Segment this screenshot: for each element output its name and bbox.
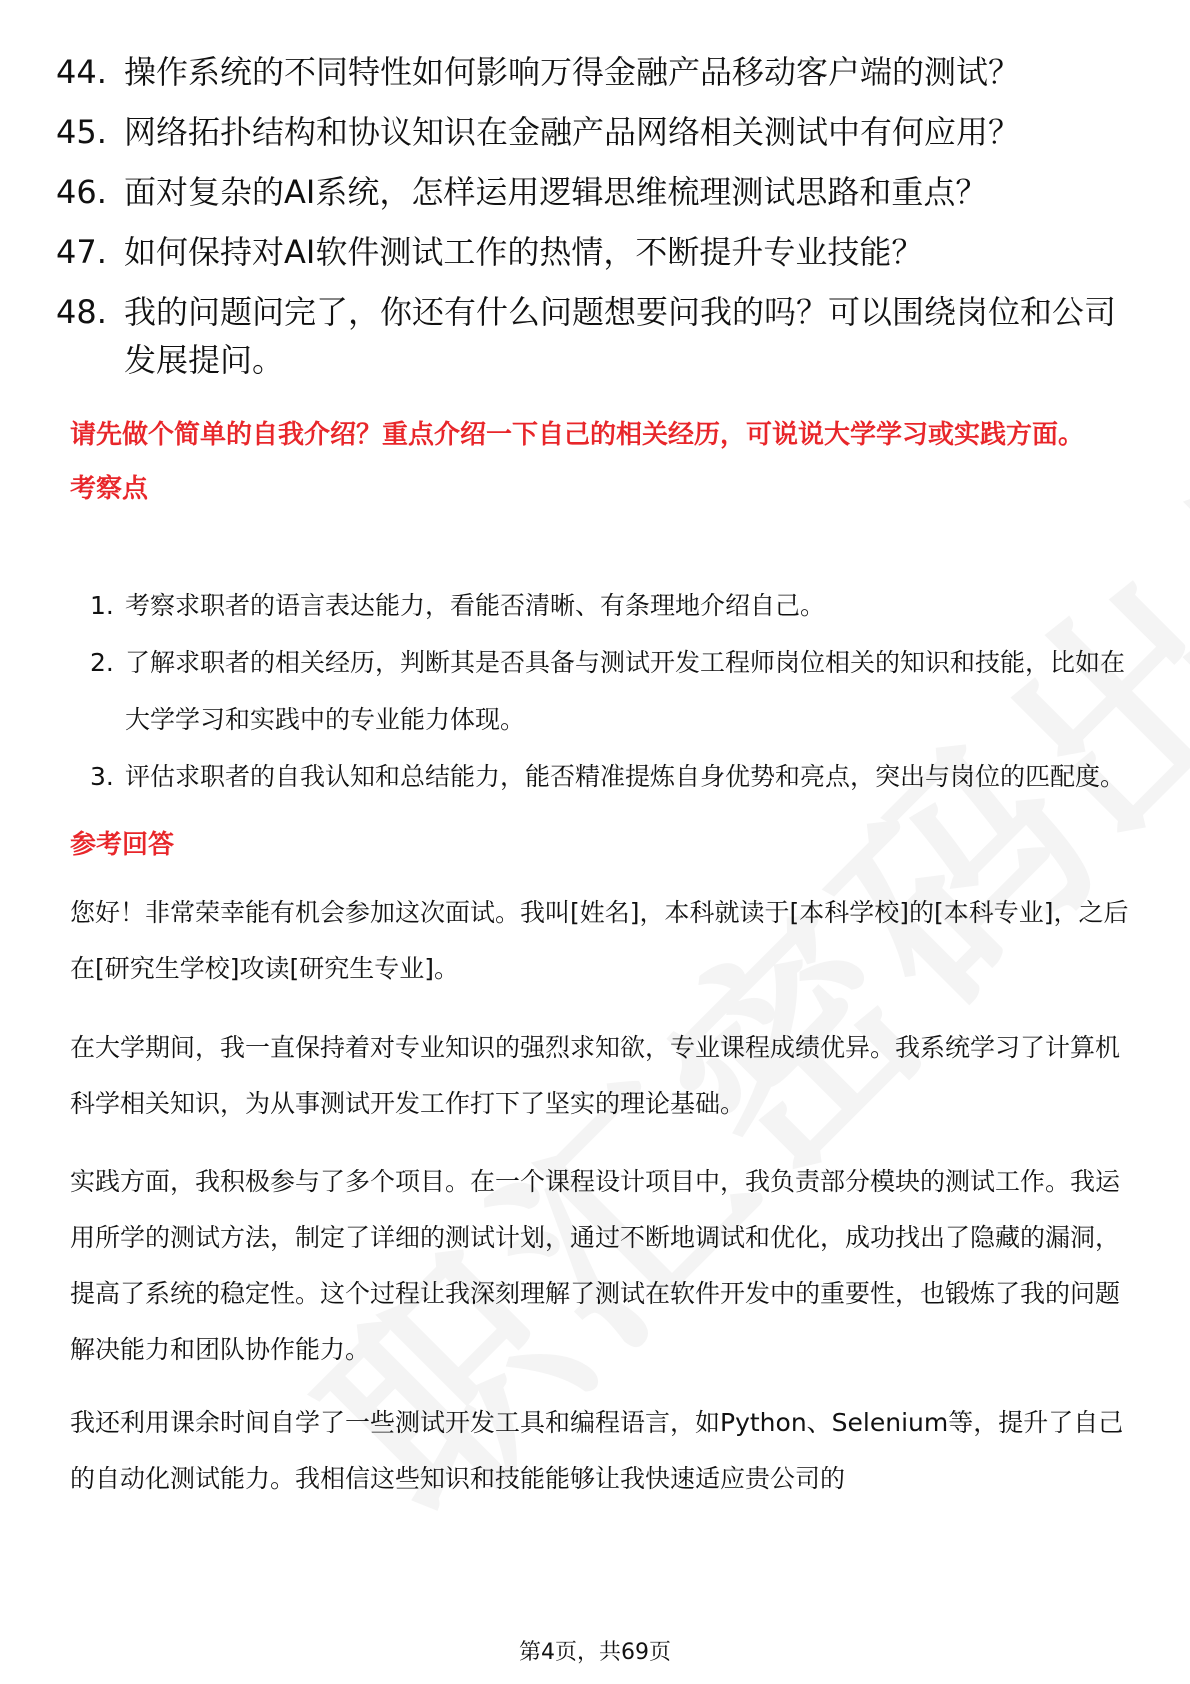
question-item xyxy=(56,228,1136,276)
question-text: 如何保持对AI软件测试工作的热情，不断提升专业技能？ xyxy=(124,233,924,271)
question-text: 网络拓扑结构和协议知识在金融产品网络相关测试中有何应用？ xyxy=(124,113,1021,151)
assessment-point xyxy=(90,634,1130,748)
page-footer: 第4页，共69页 xyxy=(519,1640,671,1665)
question-text: 面对复杂的AI系统，怎样运用逻辑思维梳理测试思路和重点？ xyxy=(124,173,988,211)
question-item xyxy=(56,108,1136,156)
point-text: 了解求职者的相关经历，判断其是否具备与测试开发工程师岗位相关的知识和技能，比如在大学学习和实践中的专业能力体现。 xyxy=(125,648,1126,734)
point-text: 考察求职者的语言表达能力，看能否清晰、有条理地介绍自己。 xyxy=(125,591,826,620)
question-number: 44. xyxy=(56,53,107,91)
question-item xyxy=(56,48,1136,96)
question-number: 47. xyxy=(56,233,107,271)
answer-section-title: 参考回答 xyxy=(70,830,175,860)
question-list xyxy=(56,48,1136,396)
question-number: 46. xyxy=(56,173,107,211)
question-number: 48. xyxy=(56,293,107,331)
point-number: 1. xyxy=(90,591,114,620)
assessment-points-list xyxy=(90,577,1130,805)
question-item xyxy=(56,168,1136,216)
points-section-title: 考察点 xyxy=(70,474,149,504)
question-text: 我的问题问完了，你还有什么问题想要问我的吗？可以围绕岗位和公司发展提问。 xyxy=(124,293,1117,379)
question-text: 操作系统的不同特性如何影响万得金融产品移动客户端的测试？ xyxy=(124,53,1021,91)
main-question-heading: 请先做个简单的自我介绍？重点介绍一下自己的相关经历，可说说大学学习或实践方面。 xyxy=(70,420,1085,450)
point-text: 评估求职者的自我认知和总结能力，能否精准提炼自身优势和亮点，突出与岗位的匹配度。 xyxy=(125,762,1126,791)
question-number: 45. xyxy=(56,113,107,151)
answer-paragraph: 实践方面，我积极参与了多个项目。在一个课程设计项目中，我负责部分模块的测试工作。我运用所学的测试方法，制定了详细的测试计划，通过不断地调试和优化，成功找出了隐藏的漏洞，提高了系统的稳定性。这个过程让我深刻理解了测试在软件开发中的重要性，也锻炼了我的问题解决能力和团队协作能力。 xyxy=(70,1167,1121,1364)
point-number: 3. xyxy=(90,762,114,791)
point-number: 2. xyxy=(90,648,114,677)
assessment-point xyxy=(90,577,1130,634)
answer-paragraph: 在大学期间，我一直保持着对专业知识的强烈求知欲，专业课程成绩优异。我系统学习了计算机科学相关知识，为从事测试开发工作打下了坚实的理论基础。 xyxy=(70,1033,1121,1118)
question-item xyxy=(56,288,1136,384)
assessment-point xyxy=(90,748,1130,805)
answer-paragraph: 我还利用课余时间自学了一些测试开发工具和编程语言，如Python、Selenium等，提升了自己的自动化测试能力。我相信这些知识和技能能够让我快速适应贵公司的 xyxy=(70,1408,1124,1493)
answer-paragraph: 您好！非常荣幸能有机会参加这次面试。我叫[姓名]，本科就读于[本科学校]的[本科专业]，之后在[研究生学校]攻读[研究生专业]。 xyxy=(70,898,1129,983)
